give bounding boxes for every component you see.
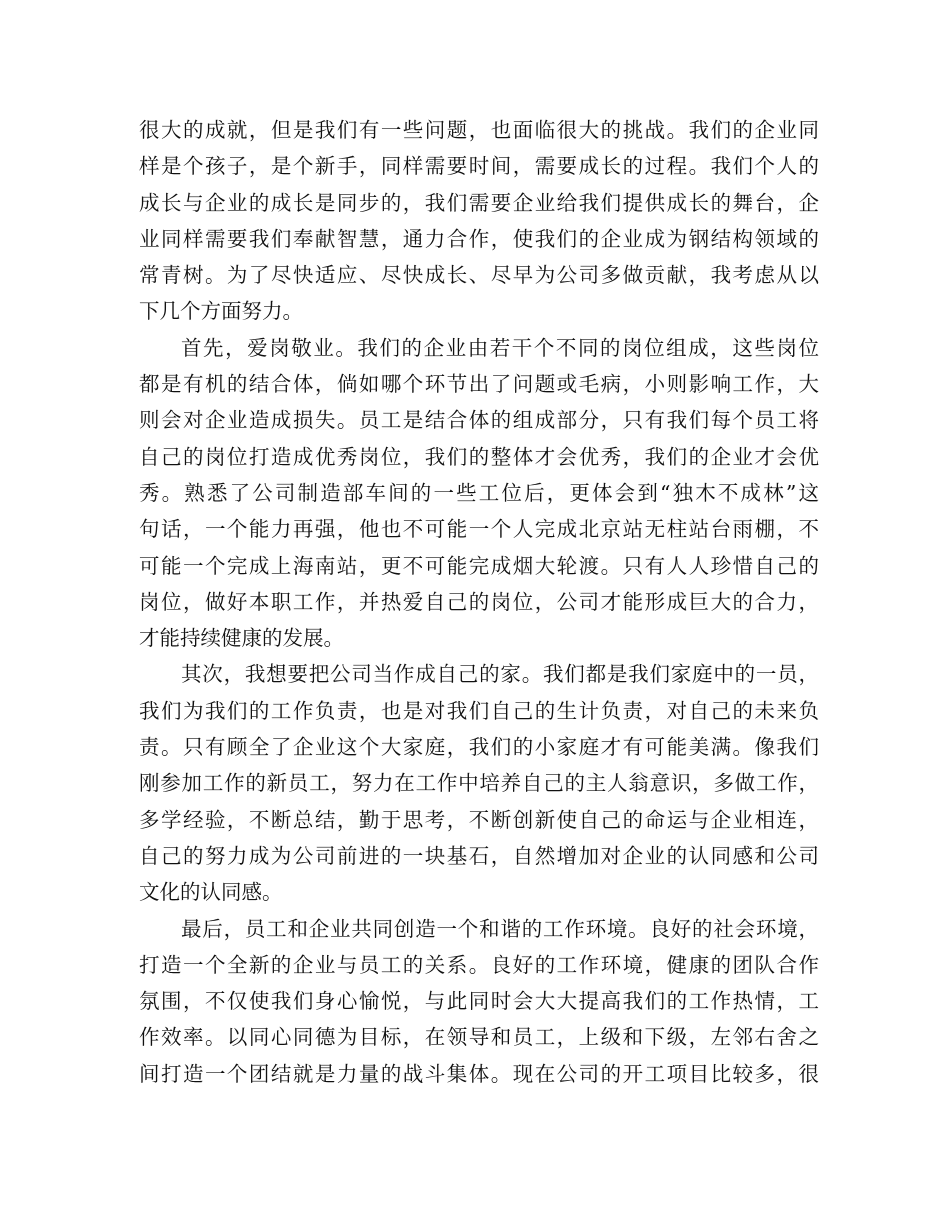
text-line: 多学经验，不断总结，勤于思考，不断创新使自己的命运与企业相连， bbox=[139, 807, 819, 832]
paragraph-first-line: 最后，员工和企业共同创造一个和谐的工作环境。良好的社会环境， bbox=[181, 916, 819, 941]
text-line: 作效率。以同心同德为目标，在领导和员工，上级和下级，左邻右舍之 bbox=[139, 1025, 819, 1050]
text-line: 责。只有顾全了企业这个大家庭，我们的小家庭才有可能美满。像我们 bbox=[139, 735, 819, 760]
text-line: 秀。熟悉了公司制造部车间的一些工位后，更体会到“独木不成林”这 bbox=[139, 480, 819, 505]
text-line: 常青树。为了尽快适应、尽快成长、尽早为公司多做贡献，我考虑从以 bbox=[139, 263, 819, 288]
paragraph-first-line: 首先，爱岗敬业。我们的企业由若干个不同的岗位组成，这些岗位 bbox=[181, 335, 819, 360]
text-line: 下几个方面努力。 bbox=[139, 299, 303, 324]
text-line: 可能一个完成上海南站，更不可能完成烟大轮渡。只有人人珍惜自己的 bbox=[139, 553, 819, 578]
text-line: 打造一个全新的企业与员工的关系。良好的工作环境，健康的团队合作 bbox=[139, 952, 819, 977]
text-line: 我们为我们的工作负责，也是对我们自己的生计负责，对自己的未来负 bbox=[139, 698, 819, 723]
text-line: 刚参加工作的新员工，努力在工作中培养自己的主人翁意识，多做工作， bbox=[139, 771, 819, 796]
text-line: 成长与企业的成长是同步的，我们需要企业给我们提供成长的舞台，企 bbox=[139, 190, 819, 215]
text-line: 则会对企业造成损失。员工是结合体的组成部分，只有我们每个员工将 bbox=[139, 408, 819, 433]
text-line: 才能持续健康的发展。 bbox=[139, 626, 344, 651]
text-line: 自己的努力成为公司前进的一块基石，自然增加对企业的认同感和公司 bbox=[139, 843, 819, 868]
text-line: 文化的认同感。 bbox=[139, 880, 283, 905]
text-line: 都是有机的结合体，倘如哪个环节出了问题或毛病，小则影响工作，大 bbox=[139, 372, 819, 397]
text-line: 氛围，不仅使我们身心愉悦，与此同时会大大提高我们的工作热情，工 bbox=[139, 989, 819, 1014]
text-line: 岗位，做好本职工作，并热爱自己的岗位，公司才能形成巨大的合力， bbox=[139, 589, 819, 614]
text-line: 自己的岗位打造成优秀岗位，我们的整体才会优秀，我们的企业才会优 bbox=[139, 444, 819, 469]
text-line: 业同样需要我们奉献智慧，通力合作，使我们的企业成为钢结构领域的 bbox=[139, 226, 819, 251]
text-line: 句话，一个能力再强，他也不可能一个人完成北京站无柱站台雨棚，不 bbox=[139, 517, 819, 542]
paragraph-first-line: 其次，我想要把公司当作成自己的家。我们都是我们家庭中的一员， bbox=[181, 662, 819, 687]
text-line: 很大的成就，但是我们有一些问题，也面临很大的挑战。我们的企业同 bbox=[139, 118, 819, 142]
text-line: 样是个孩子，是个新手，同样需要时间，需要成长的过程。我们个人的 bbox=[139, 154, 819, 179]
text-line: 间打造一个团结就是力量的战斗集体。现在公司的开工项目比较多，很 bbox=[139, 1061, 819, 1086]
document-body bbox=[139, 112, 819, 1092]
